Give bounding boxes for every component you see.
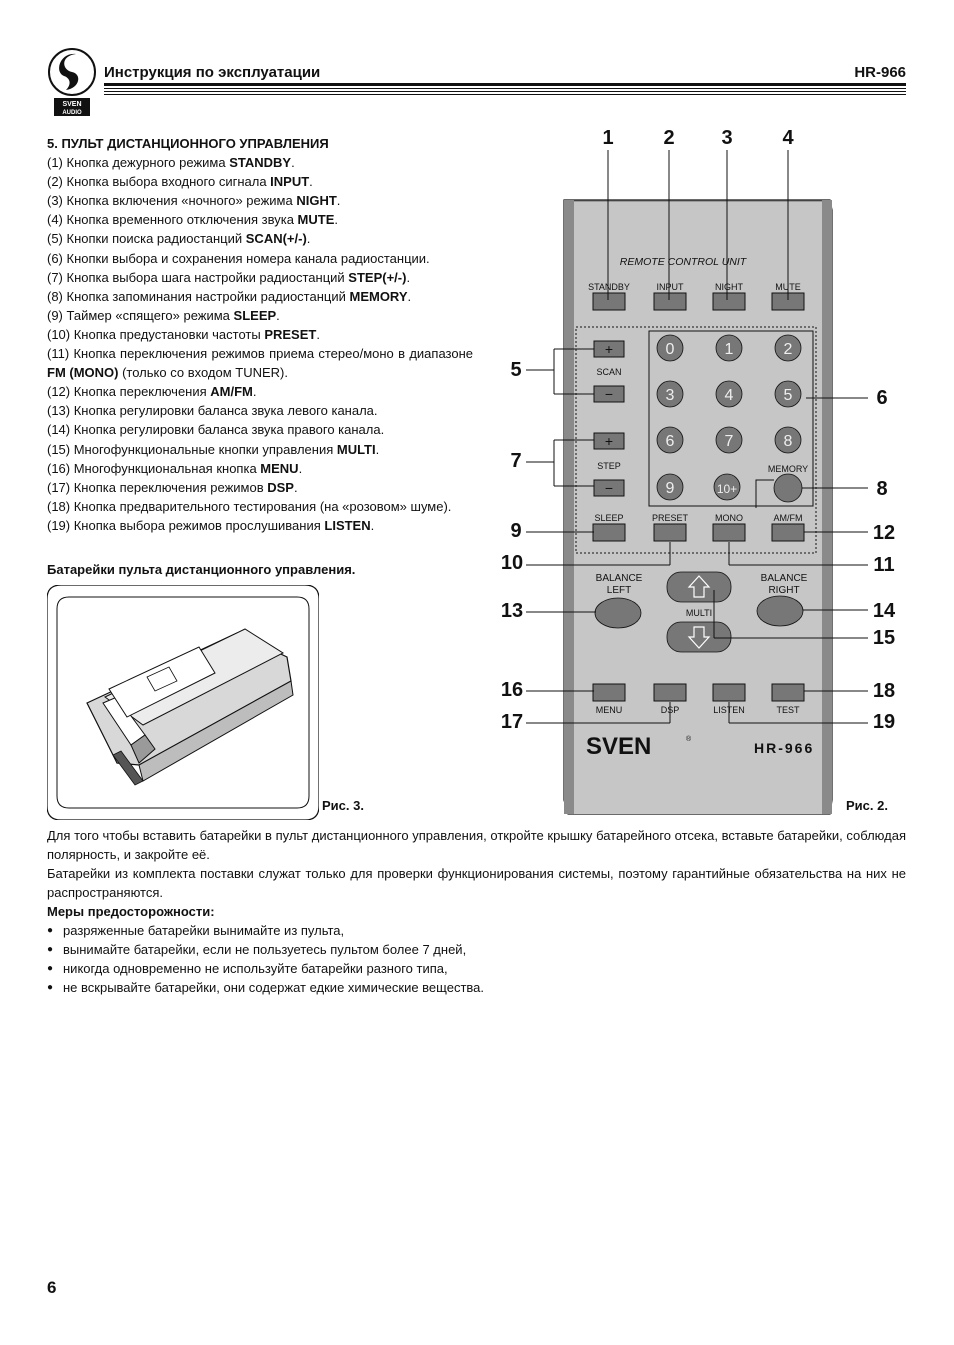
button-sign: − bbox=[604, 480, 614, 496]
digit-label: 5 bbox=[783, 387, 793, 404]
remote-brand: SVEN bbox=[586, 733, 652, 760]
balance-left-label: BALANCE bbox=[595, 573, 643, 584]
row-button-label: MONO bbox=[715, 513, 743, 523]
callout-number: 9 bbox=[510, 520, 522, 542]
callout-number: 13 bbox=[500, 600, 524, 622]
bottom-button-label: TEST bbox=[776, 705, 800, 715]
digit-label: 2 bbox=[783, 341, 793, 358]
feature-list bbox=[47, 134, 473, 535]
header-rule bbox=[104, 88, 906, 89]
remote-button-test bbox=[772, 684, 804, 701]
header-model: HR-966 bbox=[854, 64, 906, 81]
list-item: (7) Кнопка выбора шага настройки радиостанций STEP(+/-). bbox=[47, 269, 411, 285]
list-item: (16) Многофункциональная кнопка MENU. bbox=[47, 460, 303, 476]
callout-number: 17 bbox=[500, 711, 524, 733]
remote-control-figure bbox=[496, 120, 906, 820]
header-rule bbox=[104, 83, 906, 86]
svg-text:SVEN: SVEN bbox=[62, 101, 82, 108]
callout-number: 19 bbox=[872, 711, 896, 733]
row-button-label: PRESET bbox=[651, 513, 689, 523]
scan-label: SCAN bbox=[596, 367, 622, 377]
remote-button-night bbox=[713, 293, 745, 310]
bullet-item: ● разряженные батарейки вынимайте из пульта, bbox=[47, 921, 906, 940]
memory-label: MEMORY bbox=[767, 464, 809, 474]
balance-right-label: RIGHT bbox=[768, 585, 800, 596]
callout-number: 2 bbox=[663, 127, 675, 149]
list-item: (10) Кнопка предустановки частоты PRESET. bbox=[47, 326, 320, 342]
digit-label: 4 bbox=[724, 387, 734, 404]
battery-section-title: Батарейки пульта дистанционного управления. bbox=[47, 562, 356, 577]
bottom-button-label: MENU bbox=[595, 705, 623, 715]
callout-number: 8 bbox=[876, 478, 888, 500]
button-sign: + bbox=[604, 433, 614, 449]
button-sign: − bbox=[604, 386, 614, 402]
svg-text:AUDIO: AUDIO bbox=[62, 110, 82, 116]
remote-button-am-fm bbox=[772, 524, 804, 541]
list-item: (17) Кнопка переключения режимов DSP. bbox=[47, 479, 298, 495]
figure-3-caption: Рис. 3. bbox=[322, 798, 364, 813]
callout-number: 6 bbox=[876, 387, 888, 409]
remote-side bbox=[822, 200, 832, 814]
digit-label: 8 bbox=[783, 433, 793, 450]
list-item: (1) Кнопка дежурного режима STANDBY. bbox=[47, 155, 295, 171]
list-item: (4) Кнопка временного отключения звука MUTE. bbox=[47, 212, 338, 228]
list-item: (3) Кнопка включения «ночного» режима NIGHT. bbox=[47, 193, 341, 209]
callout-number: 3 bbox=[721, 127, 733, 149]
figure-2-caption: Рис. 2. bbox=[846, 798, 888, 813]
paragraph: Батарейки из комплекта поставки служат только для проверки функционирования системы, поэтому гарантийные обязательства на них не распространяются. bbox=[47, 866, 906, 900]
digit-label: 0 bbox=[665, 341, 675, 358]
precautions-list bbox=[47, 921, 906, 997]
bottom-button-label: LISTEN bbox=[713, 705, 745, 715]
remote-model: HR-966 bbox=[754, 740, 815, 756]
remote-top-button-label: NIGHT bbox=[715, 282, 743, 292]
callout-number: 11 bbox=[873, 554, 895, 576]
registered-mark: ® bbox=[686, 736, 692, 743]
precautions-title: Меры предосторожности: bbox=[47, 904, 215, 919]
list-item: (6) Кнопки выбора и сохранения номера канала радиостанции. bbox=[47, 250, 430, 266]
remote-top-button-label: STANDBY bbox=[588, 282, 630, 292]
list-item: (5) Кнопки поиска радиостанций SCAN(+/-). bbox=[47, 231, 311, 247]
remote-button-mono bbox=[713, 524, 745, 541]
list-item: (19) Кнопка выбора режимов прослушивания LISTEN. bbox=[47, 517, 375, 533]
bullet-item: ● вынимайте батарейки, если не пользуетесь пультом более 7 дней, bbox=[47, 940, 906, 959]
remote-button-listen bbox=[713, 684, 745, 701]
header-rule bbox=[104, 91, 906, 92]
digit-label: 7 bbox=[724, 433, 734, 450]
multi-label: MULTI bbox=[685, 608, 713, 618]
bullet-item: ● никогда одновременно не используйте батарейки разного типа, bbox=[47, 959, 906, 978]
battery-instructions bbox=[47, 826, 906, 997]
remote-button-dsp bbox=[654, 684, 686, 701]
list-item: (2) Кнопка выбора входного сигнала INPUT. bbox=[47, 174, 313, 190]
callout-number: 14 bbox=[872, 600, 896, 622]
digit-label: 10+ bbox=[716, 482, 738, 496]
callout-number: 7 bbox=[510, 450, 522, 472]
remote-unit-label: REMOTE CONTROL UNIT bbox=[619, 256, 747, 268]
digit-label: 9 bbox=[665, 480, 675, 497]
callout-number: 12 bbox=[872, 522, 896, 544]
digit-label: 3 bbox=[665, 387, 675, 404]
remote-side bbox=[564, 200, 574, 814]
remote-button-standby bbox=[593, 293, 625, 310]
header-title: Инструкция по эксплуатации bbox=[104, 64, 321, 81]
remote-top-button-label: MUTE bbox=[775, 282, 801, 292]
memory-button bbox=[774, 474, 802, 502]
header-rule bbox=[104, 94, 906, 95]
remote-button-input bbox=[654, 293, 686, 310]
balance-left-button bbox=[595, 598, 641, 628]
callout-number: 18 bbox=[872, 680, 896, 702]
balance-right-button bbox=[757, 596, 803, 626]
list-item: (9) Таймер «спящего» режима SLEEP. bbox=[47, 307, 280, 323]
bottom-button-label: DSP bbox=[660, 705, 680, 715]
row-button-label: SLEEP bbox=[594, 513, 624, 523]
battery-compartment-figure bbox=[47, 585, 319, 820]
row-button-label: AM/FM bbox=[773, 513, 803, 523]
page-number: 6 bbox=[47, 1278, 57, 1297]
callout-number: 5 bbox=[510, 359, 522, 381]
digit-label: 6 bbox=[665, 433, 675, 450]
section-title: 5. ПУЛЬТ ДИСТАНЦИОННОГО УПРАВЛЕНИЯ bbox=[47, 136, 329, 151]
remote-button-menu bbox=[593, 684, 625, 701]
remote-top-button-label: INPUT bbox=[656, 282, 684, 292]
list-item: (15) Многофункциональные кнопки управления MULTI. bbox=[47, 441, 380, 457]
remote-button-preset bbox=[654, 524, 686, 541]
balance-left-label: LEFT bbox=[606, 585, 632, 596]
list-item: (8) Кнопка запоминания настройки радиостанций MEMORY. bbox=[47, 288, 412, 304]
balance-right-label: BALANCE bbox=[760, 573, 808, 584]
callout-number: 10 bbox=[500, 552, 524, 574]
callout-number: 1 bbox=[602, 127, 614, 149]
button-sign: + bbox=[604, 341, 614, 357]
callout-number: 4 bbox=[782, 127, 794, 149]
digit-label: 1 bbox=[724, 341, 734, 358]
sven-audio-logo bbox=[46, 48, 98, 118]
list-item: (13) Кнопка регулировки баланса звука левого канала. bbox=[47, 403, 378, 419]
callout-number: 15 bbox=[872, 627, 896, 649]
bullet-item: ● не вскрывайте батарейки, они содержат едкие химические вещества. bbox=[47, 978, 906, 997]
list-item: (18) Кнопка предварительного тестирования (на «розовом» шуме). bbox=[47, 498, 452, 514]
remote-button-sleep bbox=[593, 524, 625, 541]
list-item: (11) Кнопка переключения режимов приема стерео/моно в диапазоне FM (MONO) (только со входом TUNER). bbox=[47, 346, 473, 381]
step-label: STEP bbox=[597, 461, 621, 471]
callout-number: 16 bbox=[500, 679, 524, 701]
paragraph: Для того чтобы вставить батарейки в пульт дистанционного управления, откройте крышку батарейного отсека, вставьте батарейки, соблюдая полярность, и закройте её. bbox=[47, 828, 906, 862]
list-item: (12) Кнопка переключения AM/FM. bbox=[47, 384, 257, 400]
list-item: (14) Кнопка регулировки баланса звука правого канала. bbox=[47, 422, 385, 438]
